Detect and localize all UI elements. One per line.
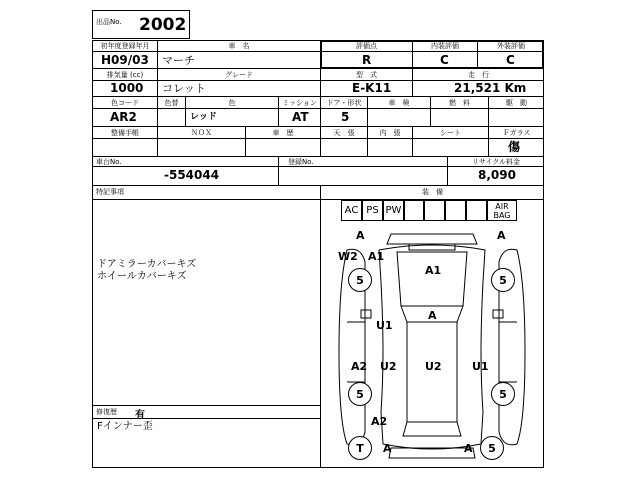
- maintenance-label: 整備手帳: [111, 129, 139, 137]
- grade-value: コレット: [162, 82, 206, 95]
- lot-number: 2002: [139, 15, 187, 35]
- equip-slot-6: [445, 200, 466, 221]
- mark-a1-hood: A1: [425, 264, 442, 277]
- interior-value: C: [440, 53, 449, 67]
- repair-label: 修復歴: [96, 408, 117, 416]
- equipment-label: 装 備: [422, 188, 443, 196]
- mark-a2-left: A2: [351, 360, 368, 373]
- equip-slot-4: [404, 200, 424, 221]
- f-glass-label: Ｆガラス: [502, 129, 531, 137]
- circle-bottom-right: 5: [480, 436, 504, 460]
- interior-label: 内装評価: [431, 42, 459, 50]
- model-name-label: 車 名: [228, 42, 250, 50]
- reg-no-label: 登録No.: [288, 158, 314, 166]
- mark-a-roof: A: [428, 309, 437, 322]
- displacement-value: 1000: [110, 81, 144, 95]
- int-trim-label: 内 張: [379, 129, 401, 137]
- doors-label: ドア・形状: [326, 99, 362, 107]
- exterior-value: C: [506, 53, 515, 67]
- exterior-label: 外装評価: [497, 42, 525, 50]
- equip-ps: PS: [362, 200, 383, 221]
- equip-airbag: AIR BAG: [487, 200, 517, 221]
- fuel-label: 燃 料: [449, 99, 470, 107]
- color-change-label: 色替: [164, 99, 179, 107]
- mark-u1-left: U1: [376, 319, 393, 332]
- recycle-label: リサイクル料金: [471, 158, 521, 166]
- drive-label: 駆 動: [506, 99, 527, 107]
- history-label: 車 歴: [272, 129, 294, 137]
- lot-number-box: [92, 10, 190, 39]
- color-value: レッド: [190, 112, 217, 122]
- chassis-label: 車台No.: [96, 158, 122, 166]
- transmission-value: AT: [292, 110, 309, 124]
- grade-label: グレード: [225, 71, 253, 79]
- score-label: 評価点: [356, 42, 377, 50]
- note-line-1: ドアミラーカバーキズ: [97, 259, 197, 270]
- mark-a-top-right: A: [497, 229, 506, 242]
- repair-note: Fインナー歪: [97, 421, 153, 432]
- circle-front-right: 5: [491, 268, 515, 292]
- mileage-value: 21,521 Km: [454, 81, 527, 95]
- displacement-label: 排気量 (cc): [106, 71, 144, 79]
- f-glass-value: 傷: [508, 140, 521, 154]
- circle-tire-t: T: [348, 436, 372, 460]
- first-reg-value: H09/03: [101, 53, 149, 67]
- recycle-value: 8,090: [478, 168, 516, 182]
- inspection-label: 車 検: [388, 99, 410, 107]
- mark-u2-left: U2: [380, 360, 397, 373]
- mark-u1-right: U1: [472, 360, 489, 373]
- model-name-value: マーチ: [162, 54, 195, 67]
- equip-ac: AC: [341, 200, 362, 221]
- lot-number-label: 出品No.: [96, 18, 122, 26]
- circle-rear-right: 5: [491, 382, 515, 406]
- note-line-2: ホイールカバーキズ: [97, 271, 187, 282]
- notes-label: 特記事項: [96, 188, 124, 196]
- mark-a-bottom-left: A: [383, 442, 392, 455]
- mark-a2-rear: A2: [371, 415, 388, 428]
- doors-value: 5: [341, 110, 350, 124]
- color-label: 色: [228, 99, 236, 107]
- model-code-value: E-K11: [352, 81, 392, 95]
- sunroof-label: 天 張: [333, 129, 355, 137]
- seat-label: シート: [440, 129, 461, 137]
- mark-w2: W2: [338, 250, 358, 263]
- equip-slot-7: [466, 200, 487, 221]
- circle-rear-left: 5: [348, 382, 372, 406]
- first-reg-label: 初年度登録年月: [100, 42, 150, 50]
- equip-slot-5: [424, 200, 445, 221]
- equip-pw: PW: [383, 200, 404, 221]
- circle-front-left: 5: [348, 268, 372, 292]
- nox-label: ＮＯＸ: [191, 129, 212, 137]
- transmission-label: ミッション: [282, 99, 317, 107]
- mark-a-top-left: A: [356, 229, 365, 242]
- score-value: R: [362, 53, 372, 67]
- color-code-value: AR2: [110, 110, 137, 124]
- repair-value: 有: [135, 410, 145, 421]
- mileage-label: 走 行: [468, 71, 489, 79]
- mark-a1-left: A1: [368, 250, 385, 263]
- model-code-label: 型 式: [356, 71, 377, 79]
- chassis-value: -554044: [164, 168, 220, 182]
- mark-u2-center: U2: [425, 360, 442, 373]
- color-code-label: 色コード: [111, 99, 139, 107]
- mark-a-bottom-right: A: [464, 442, 473, 455]
